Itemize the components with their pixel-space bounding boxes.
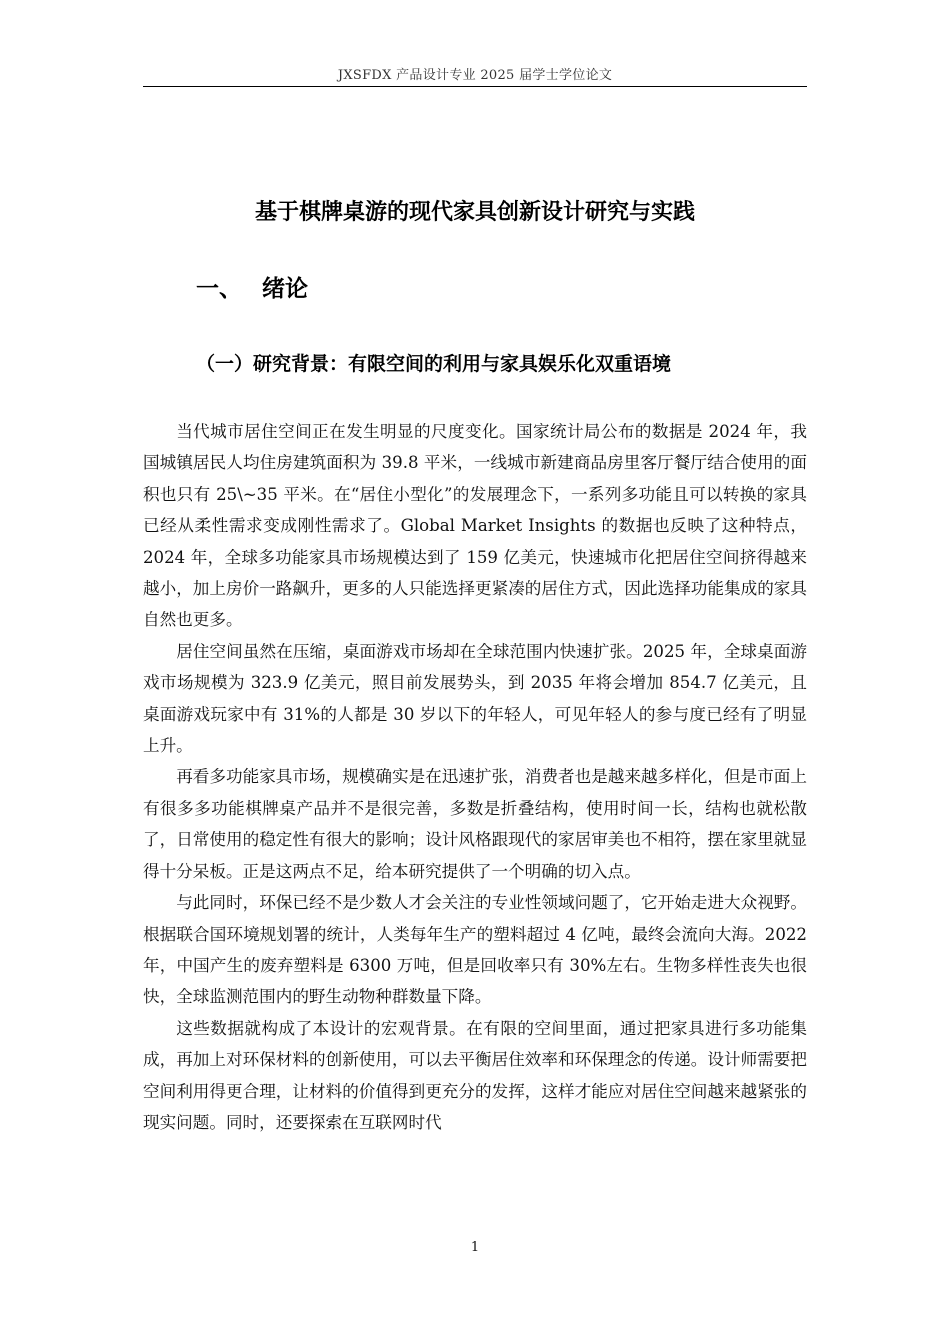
header-rule <box>143 86 807 87</box>
paragraph: 当代城市居住空间正在发生明显的尺度变化。国家统计局公布的数据是 2024 年，我国城镇居民人均住房建筑面积为 39.8 平米，一线城市新建商品房里客厅餐厅结合使用的面积也只有 25\~35 平米。在“居住小型化”的发展理念下，一系列多功能且可以转换的家具已经从柔性需求变成刚性需求了。Global Market Insights 的数据也反映了这种特点，2024 年，全球多功能家具市场规模达到了 159 亿美元，快速城市化把居住空间挤得越来越小，加上房价一路飙升，更多的人只能选择更紧凑的居住方式，因此选择功能集成的家具自然也更多。 <box>143 422 807 630</box>
paragraph: 这些数据就构成了本设计的宏观背景。在有限的空间里面，通过把家具进行多功能集成，再加上对环保材料的创新使用，可以去平衡居住效率和环保理念的传递。设计师需要把空间利用得更合理，让材料的价值得到更充分的发挥，这样才能应对居住空间越来越紧张的现实问题。同时，还要探索在互联网时代 <box>143 1018 807 1132</box>
section-heading <box>196 272 308 306</box>
section-title: 绪论 <box>262 276 308 302</box>
body-text <box>143 416 807 1138</box>
paragraph: 再看多功能家具市场，规模确实是在迅速扩张，消费者也是越来越多样化，但是市面上有很多多功能棋牌桌产品并不是很完善，多数是折叠结构，使用时间一长，结构也就松散了，日常使用的稳定性有很大的影响；设计风格跟现代的家居审美也不相符，摆在家里就显得十分呆板。正是这两点不足，给本研究提供了一个明确的切入点。 <box>143 767 807 881</box>
paragraph: 居住空间虽然在压缩，桌面游戏市场却在全球范围内快速扩张。2025 年，全球桌面游戏市场规模为 323.9 亿美元，照目前发展势头，到 2035 年将会增加 854.7 亿美元，且桌面游戏玩家中有 31%的人都是 30 岁以下的年轻人，可见年轻人的参与度已经有了明显上升。 <box>143 641 807 756</box>
running-header: JXSFDX 产品设计专业 2025 届学士学位论文 <box>337 68 613 83</box>
section-number: 一、 <box>196 276 242 302</box>
subsection-heading: （一）研究背景：有限空间的利用与家具娱乐化双重语境 <box>196 353 672 375</box>
paragraph: 与此同时，环保已经不是少数人才会关注的专业性领域问题了，它开始走进大众视野。根据联合国环境规划署的统计，人类每年生产的塑料超过 4 亿吨，最终会流向大海。2022 年，中国产生的废弃塑料是 6300 万吨，但是回收率只有 30%左右。生物多样性丧失也很快，全球监测范围内的野生动物种群数量下降。 <box>143 893 807 1007</box>
page-number: 1 <box>470 1240 480 1255</box>
paper-title: 基于棋牌桌游的现代家具创新设计研究与实践 <box>254 200 695 225</box>
